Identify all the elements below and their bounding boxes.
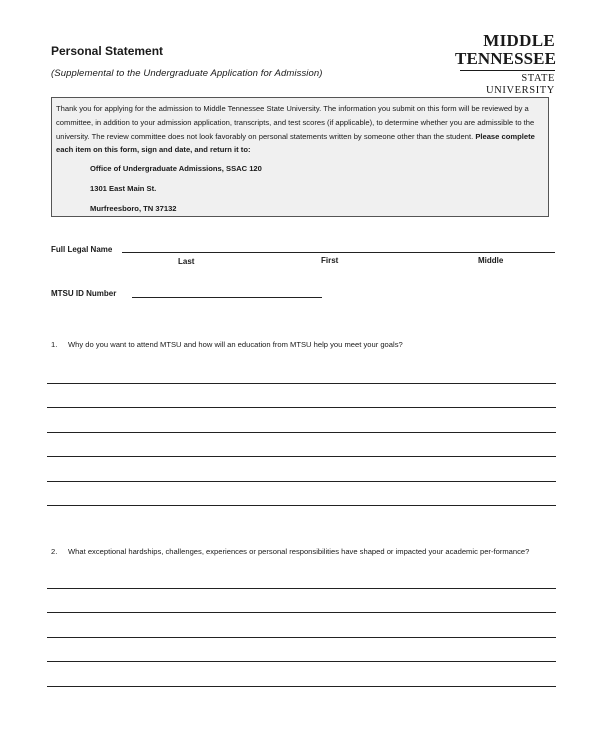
answer-1-line[interactable]	[47, 383, 556, 384]
full-name-label: Full Legal Name	[51, 245, 113, 254]
answer-2-line[interactable]	[47, 661, 556, 662]
logo-line-1: MIDDLE	[483, 31, 555, 50]
answer-1-line[interactable]	[47, 505, 556, 506]
id-number-field[interactable]	[132, 297, 322, 298]
name-part-middle: Middle	[478, 256, 504, 265]
name-part-last: Last	[178, 257, 195, 266]
full-name-field[interactable]	[122, 252, 555, 253]
logo-line-3: STATE UNIVERSITY	[486, 73, 555, 96]
answer-2-line[interactable]	[47, 686, 556, 687]
question-2-number: 2.	[51, 547, 58, 556]
answer-1-line[interactable]	[47, 456, 556, 457]
instructions-box	[51, 97, 549, 217]
answer-2-line[interactable]	[47, 612, 556, 613]
logo-rule	[460, 70, 555, 71]
instructions-paragraph	[56, 102, 546, 157]
question-1-text: Why do you want to attend MTSU and how will an education from MTSU help you meet your goals?	[68, 340, 403, 349]
address-line-3: Murfreesboro, TN 37132	[90, 204, 177, 213]
question-2-text: What exceptional hardships, challenges, experiences or personal responsibilities have shaped or impacted your academic per-formance?	[68, 547, 530, 556]
answer-2-line[interactable]	[47, 588, 556, 589]
question-1-number: 1.	[51, 340, 58, 349]
answer-2-line[interactable]	[47, 637, 556, 638]
logo-line-2: TENNESSEE	[455, 49, 557, 68]
answer-1-line[interactable]	[47, 407, 556, 408]
address-line-2: 1301 East Main St.	[90, 184, 157, 193]
name-part-first: First	[321, 256, 339, 265]
instructions-intro: Thank you for applying for the admission to Middle Tennessee State University. The information you submit on this form will be reviewed by a committee, in addition to your admission application, transcripts, and test scores (if applicable), to determine whether you are admissible to the university. The review committee does not look favorably on personal statements written by someone other than the student.	[56, 104, 535, 141]
page-title: Personal Statement	[51, 44, 164, 58]
page-subtitle: (Supplemental to the Undergraduate Application for Admission)	[51, 68, 323, 79]
university-logo	[455, 32, 555, 97]
instructions-return: Please complete each item on this form, sign and date, and return it to:	[56, 131, 535, 155]
answer-1-line[interactable]	[47, 432, 556, 433]
id-number-label: MTSU ID Number	[51, 289, 117, 298]
answer-1-line[interactable]	[47, 481, 556, 482]
address-line-1: Office of Undergraduate Admissions, SSAC 120	[90, 164, 262, 173]
